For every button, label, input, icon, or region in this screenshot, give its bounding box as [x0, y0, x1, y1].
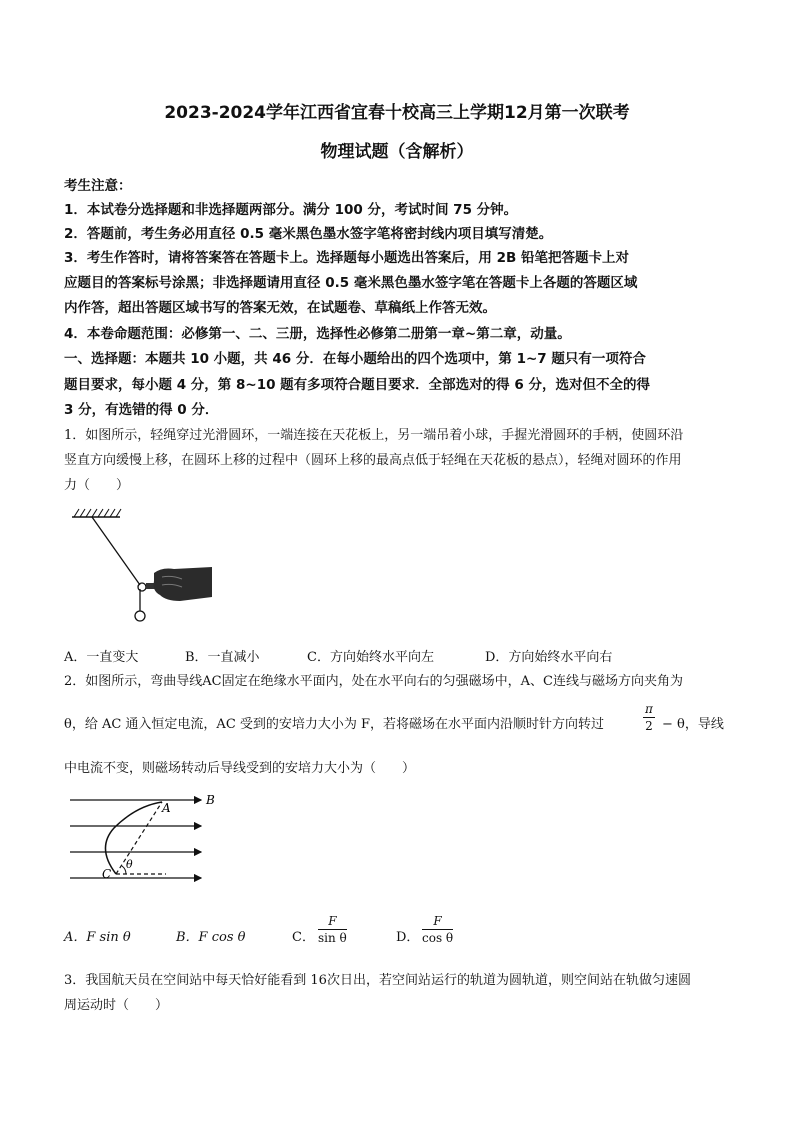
notice-item-4: 4．本卷命题范围：必修第一、二、三册，选择性必修第二册第一章~第二章，动量。: [64, 326, 571, 342]
section-1-line-1: 一、选择题：本题共 10 小题，共 46 分．在每小题给出的四个选项中，第 1~7 题只有一项符合: [64, 351, 646, 367]
ceiling-hatch: [72, 509, 121, 517]
rotation-angle-fraction: [643, 702, 655, 733]
exam-title: 2023-2024学年江西省宜春十校高三上学期12月第一次联考: [164, 103, 630, 123]
question-1-line-3: 力（ ）: [64, 478, 130, 493]
notice-item-3-line-1: 3．考生作答时，请将答案答在答题卡上。选择题每小题选出答案后，用 2B 铅笔把答题卡上对: [64, 250, 629, 266]
ac-dashed-line: [116, 802, 162, 874]
question-2-line-2b: − θ，导线: [662, 717, 724, 732]
label-b: B: [206, 793, 215, 807]
fraction-numerator: π: [645, 702, 653, 716]
exam-subtitle: 物理试题（含解析）: [320, 142, 474, 162]
notice-item-3-line-2: 应题目的答案标号涂黑；非选择题请用直径 0.5 毫米黑色墨水签字笔在答题卡上各题的答题区域: [64, 275, 638, 291]
label-c: C: [102, 867, 112, 881]
question-3-line-1: 3．我国航天员在空间站中每天恰好能看到 16次日出，若空间站运行的轨道为圆轨道，则空间站在轨做匀速圆: [64, 973, 691, 988]
question-1-figure: [62, 505, 222, 625]
section-1-line-3: 3 分，有选错的得 0 分．: [64, 402, 219, 418]
option-d-numerator: F: [422, 914, 453, 930]
notice-item-2: 2．答题前，考生务必用直径 0.5 毫米黑色墨水签字笔将密封线内项目填写清楚。: [64, 226, 553, 242]
notice-heading: 考生注意：: [64, 178, 132, 194]
rope-upper: [92, 517, 140, 585]
question-1-option-c[interactable]: C．方向始终水平向左: [307, 650, 434, 665]
question-1-line-1: 1．如图所示，轻绳穿过光滑圆环，一端连接在天花板上，另一端吊着小球，手握光滑圆环的手柄，使圆环沿: [64, 428, 684, 443]
question-1-option-b[interactable]: B．一直减小: [185, 650, 260, 665]
smooth-ring: [138, 583, 146, 591]
question-2-option-d[interactable]: D．: [396, 930, 420, 945]
option-c-fraction: [318, 914, 347, 945]
notice-item-1: 1．本试卷分选择题和非选择题两部分。满分 100 分，考试时间 75 分钟。: [64, 202, 518, 218]
question-2-line-1: 2．如图所示，弯曲导线AC固定在绝缘水平面内，处在水平向右的匀强磁场中，A、C连线与磁场方向夹角为: [64, 674, 683, 689]
curved-wire: [105, 802, 162, 874]
small-ball: [135, 611, 145, 621]
hand-icon: [146, 567, 212, 601]
question-2-option-c[interactable]: C．: [292, 930, 315, 945]
question-1-option-a[interactable]: A．一直变大: [64, 650, 139, 665]
question-2-line-3: 中电流不变，则磁场转动后导线受到的安培力大小为（ ）: [64, 761, 416, 776]
question-1-line-2: 竖直方向缓慢上移，在圆环上移的过程中（圆环上移的最高点低于轻绳在天花板的悬点），轻绳对圆环的作用: [64, 453, 682, 468]
option-d-fraction: [422, 914, 453, 945]
question-2-figure: [66, 788, 226, 888]
fraction-denominator: 2: [645, 719, 653, 733]
question-2-line-2a: θ，给 AC 通入恒定电流，AC 受到的安培力大小为 F，若将磁场在水平面内沿顺时针方向转过: [64, 717, 605, 732]
option-d-denominator: cos θ: [422, 931, 454, 945]
label-theta: θ: [126, 858, 133, 871]
question-2-option-b[interactable]: B．F cos θ: [176, 930, 246, 945]
section-1-line-2: 题目要求，每小题 4 分，第 8~10 题有多项符合题目要求．全部选对的得 6 分，选对但不全的得: [64, 377, 650, 393]
option-c-denominator: sin θ: [318, 931, 347, 945]
question-1-option-d[interactable]: D．方向始终水平向右: [485, 650, 613, 665]
label-a: A: [162, 801, 171, 815]
question-3-line-2: 周运动时（ ）: [64, 998, 169, 1013]
notice-item-3-line-3: 内作答，超出答题区域书写的答案无效，在试题卷、草稿纸上作答无效。: [64, 300, 496, 316]
question-2-option-a[interactable]: A．F sin θ: [64, 930, 131, 945]
option-c-numerator: F: [318, 914, 347, 930]
